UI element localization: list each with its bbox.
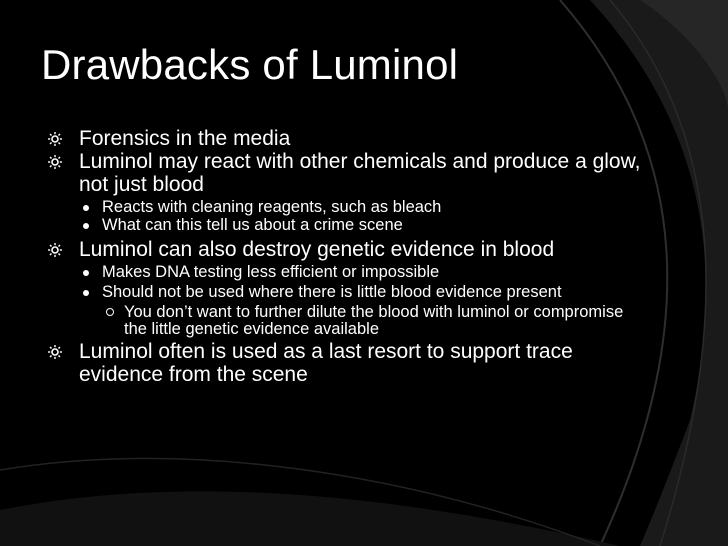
bullet-text: Luminol can also destroy genetic evidence in blood [79, 238, 555, 261]
bullet-item [48, 340, 648, 386]
sub-bullet-item [48, 264, 648, 281]
bullet-text: Forensics in the media [79, 127, 291, 150]
sub-sub-bullet-item [48, 304, 648, 338]
bullet-item [48, 127, 648, 150]
sun-bullet-icon [48, 155, 62, 169]
bullet-text: Luminol often is used as a last resort to support trace evidence from the scene [79, 340, 573, 386]
hollow-circle-bullet-icon [106, 308, 114, 316]
sub-bullet-item [48, 284, 648, 301]
sub-bullet-item [48, 199, 648, 216]
sun-bullet-icon [48, 345, 62, 359]
bullet-text: Should not be used where there is little blood evidence present [102, 283, 562, 301]
bullet-text: You don’t want to further dilute the blood with luminol or compromise the little genetic evidence available [124, 303, 624, 338]
bullet-text: Makes DNA testing less efficient or impossible [102, 263, 440, 281]
sun-bullet-icon [48, 132, 62, 146]
slide-title: Drawbacks of Luminol [41, 41, 459, 88]
sun-bullet-icon [48, 243, 62, 257]
bullet-text: Reacts with cleaning reagents, such as bleach [102, 198, 442, 216]
bullet-list [48, 127, 648, 386]
bullet-text: Luminol may react with other chemicals and produce a glow, not just blood [79, 150, 641, 196]
bullet-item [48, 150, 648, 196]
filled-dot-bullet-icon [83, 223, 89, 229]
sub-bullet-item [48, 217, 648, 234]
filled-dot-bullet-icon [83, 270, 89, 276]
filled-dot-bullet-icon [83, 290, 89, 296]
bullet-text: What can this tell us about a crime scene [102, 216, 403, 234]
filled-dot-bullet-icon [83, 205, 89, 211]
bullet-item [48, 238, 648, 261]
